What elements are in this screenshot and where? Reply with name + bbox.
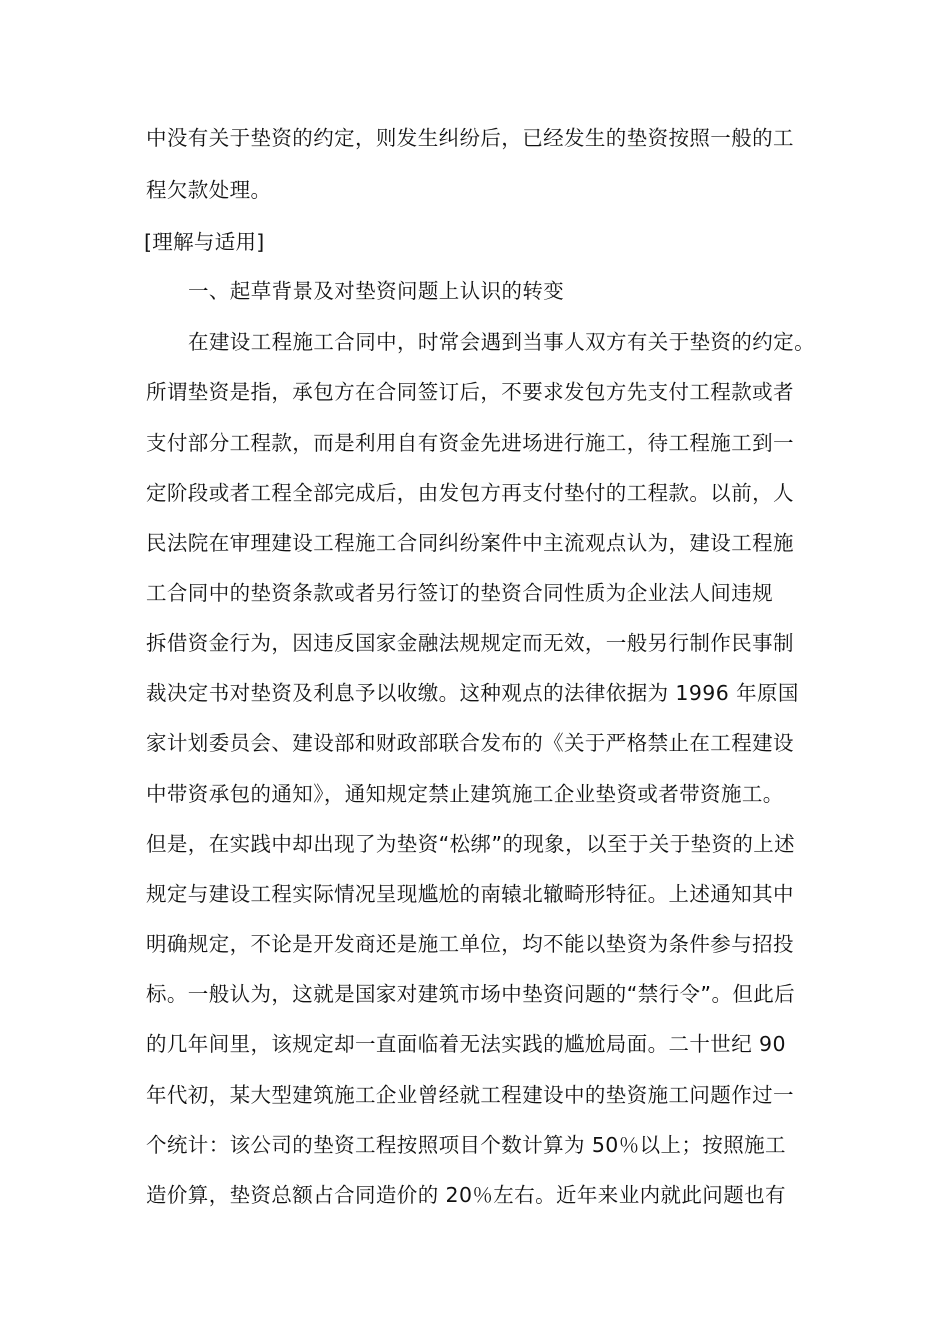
paragraph-line: 支付部分工程款，而是利用自有资金先进场进行施工，待工程施工到一 xyxy=(146,431,794,455)
paragraph-line: 中没有关于垫资的约定，则发生纠纷后，已经发生的垫资按照一般的工 xyxy=(146,126,794,150)
paragraph-line: 工合同中的垫资条款或者另行签订的垫资合同性质为企业法人间违规 xyxy=(146,581,773,605)
paragraph-line: 家计划委员会、建设部和财政部联合发布的《关于严格禁止在工程建设 xyxy=(146,731,794,755)
paragraph-line: 民法院在审理建设工程施工合同纠纷案件中主流观点认为，建设工程施 xyxy=(146,531,794,555)
paragraph-line: 但是，在实践中却出现了为垫资“松绑”的现象，以至于关于垫资的上述 xyxy=(146,832,796,856)
paragraph-line: 程欠款处理。 xyxy=(146,178,272,202)
paragraph-line: 所谓垫资是指，承包方在合同签订后，不要求发包方先支付工程款或者 xyxy=(146,380,794,404)
paragraph-line: 中带资承包的通知》，通知规定禁止建筑施工企业垫资或者带资施工。 xyxy=(146,782,784,806)
paragraph-line: 年代初，某大型建筑施工企业曾经就工程建设中的垫资施工问题作过一 xyxy=(146,1083,794,1107)
section-heading: [理解与适用] xyxy=(144,230,265,254)
paragraph-line: 拆借资金行为，因违反国家金融法规规定而无效，一般另行制作民事制 xyxy=(146,631,794,655)
paragraph-line: 的几年间里，该规定却一直面临着无法实践的尴尬局面。二十世纪 90 xyxy=(146,1032,786,1056)
paragraph-line: 个统计：该公司的垫资工程按照项目个数计算为 50％以上；按照施工 xyxy=(146,1133,786,1157)
paragraph-line: 造价算，垫资总额占合同造价的 20％左右。近年来业内就此问题也有 xyxy=(146,1183,786,1207)
paragraph-line: 规定与建设工程实际情况呈现尴尬的南辕北辙畸形特征。上述通知其中 xyxy=(146,882,794,906)
subsection-heading: 一、起草背景及对垫资问题上认识的转变 xyxy=(188,279,565,303)
paragraph-line: 定阶段或者工程全部完成后，由发包方再支付垫付的工程款。以前，人 xyxy=(146,481,794,505)
paragraph-line: 明确规定，不论是开发商还是施工单位，均不能以垫资为条件参与招投 xyxy=(146,932,794,956)
paragraph-line: 在建设工程施工合同中，时常会遇到当事人双方有关于垫资的约定。 xyxy=(188,330,815,354)
paragraph-line: 标。一般认为，这就是国家对建筑市场中垫资问题的“禁行令”。但此后 xyxy=(146,982,796,1006)
paragraph-line: 裁决定书对垫资及利息予以收缴。这种观点的法律依据为 1996 年原国 xyxy=(146,681,799,705)
